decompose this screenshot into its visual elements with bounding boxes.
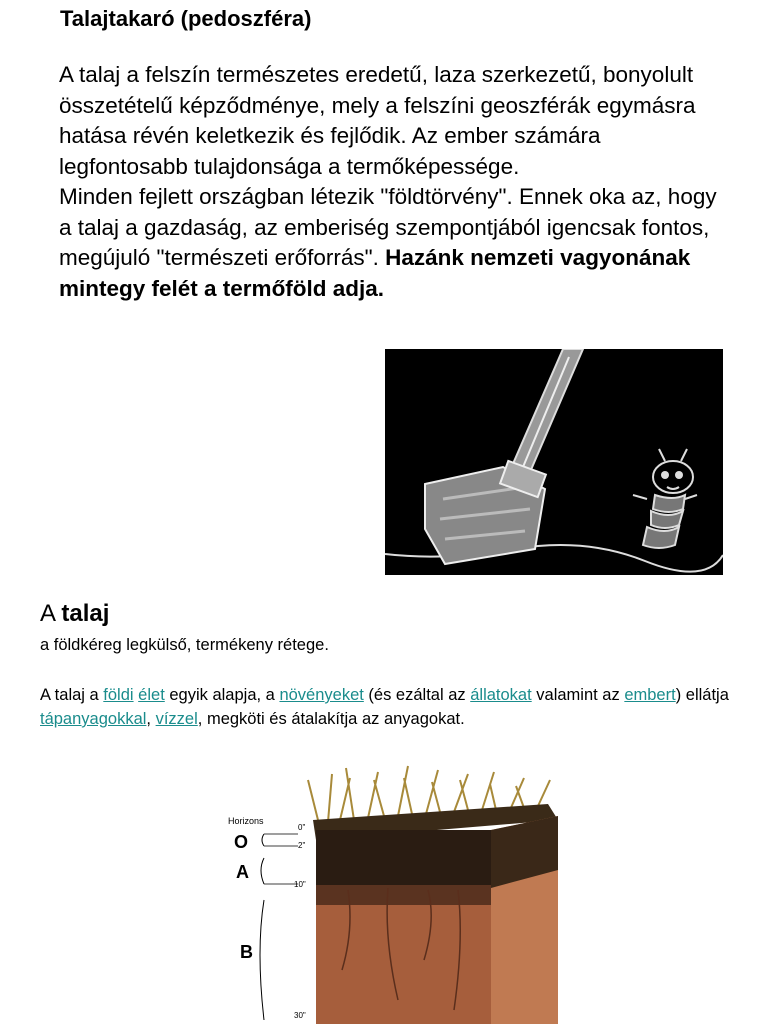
- body-text: A talaj a: [40, 686, 104, 704]
- section-heading: [40, 600, 109, 628]
- link-elet[interactable]: élet: [138, 686, 165, 704]
- page-title: Talajtakaró (pedoszféra): [60, 6, 312, 31]
- body-text: (és ezáltal az: [363, 686, 471, 704]
- section-body: [40, 683, 760, 731]
- body-text: , megköti és átalakítja az anyagokat.: [197, 710, 465, 728]
- horizon-b-label: B: [240, 942, 253, 962]
- depth-label: 30": [294, 1011, 306, 1020]
- intro-text: [59, 60, 729, 304]
- body-text: valamint az: [531, 686, 625, 704]
- link-novenyeket[interactable]: növényeket: [279, 686, 364, 704]
- intro-paragraph-2-bold: Hazánk nemzeti vagyonának mintegy felét a termőföld adja.: [59, 245, 691, 301]
- link-foldi[interactable]: földi: [103, 686, 134, 704]
- body-text: ) ellátja: [675, 686, 729, 704]
- shovel-icon: [385, 349, 723, 575]
- section-heading-prefix: A: [40, 600, 62, 627]
- body-text: ,: [146, 710, 156, 728]
- body-text: egyik alapja, a: [164, 686, 280, 704]
- section-definition: a földkéreg legkülső, termékeny rétege.: [40, 636, 329, 654]
- link-vizzel[interactable]: vízzel: [155, 710, 198, 728]
- link-embert[interactable]: embert: [624, 686, 676, 704]
- horizon-a-label: A: [236, 862, 249, 882]
- horizon-o-label: O: [234, 832, 249, 852]
- depth-label: 2": [298, 841, 306, 850]
- depth-label: 10": [294, 880, 306, 889]
- link-tapanyagokkal[interactable]: tápanyagokkal: [40, 710, 147, 728]
- soil-profile-illustration: [228, 760, 568, 1024]
- intro-paragraph-2-text: Minden fejlett országban létezik "földtörvény". Ennek oka az, hogy a talaj a gazdaság, az emberiség szempontjából igencsak fontos, megújuló "természeti erőforrás".: [59, 184, 717, 270]
- link-allatokat[interactable]: állatokat: [470, 686, 532, 704]
- intro-paragraph-1: A talaj a felszín természetes eredetű, laza szerkezetű, bonyolult összetételű képződménye, mely a felszíni geoszférák egymásra hatása révén keletkezik és fejlődik. Az ember számára legfontosabb tulajdonsága a termőképessége.: [59, 62, 696, 179]
- intro-paragraph-2: [59, 182, 729, 304]
- section-heading-bold: talaj: [61, 600, 110, 627]
- horizons-label: Horizons: [228, 816, 264, 826]
- shovel-and-earthworm-illustration: [385, 349, 723, 575]
- depth-label: 0": [298, 823, 306, 832]
